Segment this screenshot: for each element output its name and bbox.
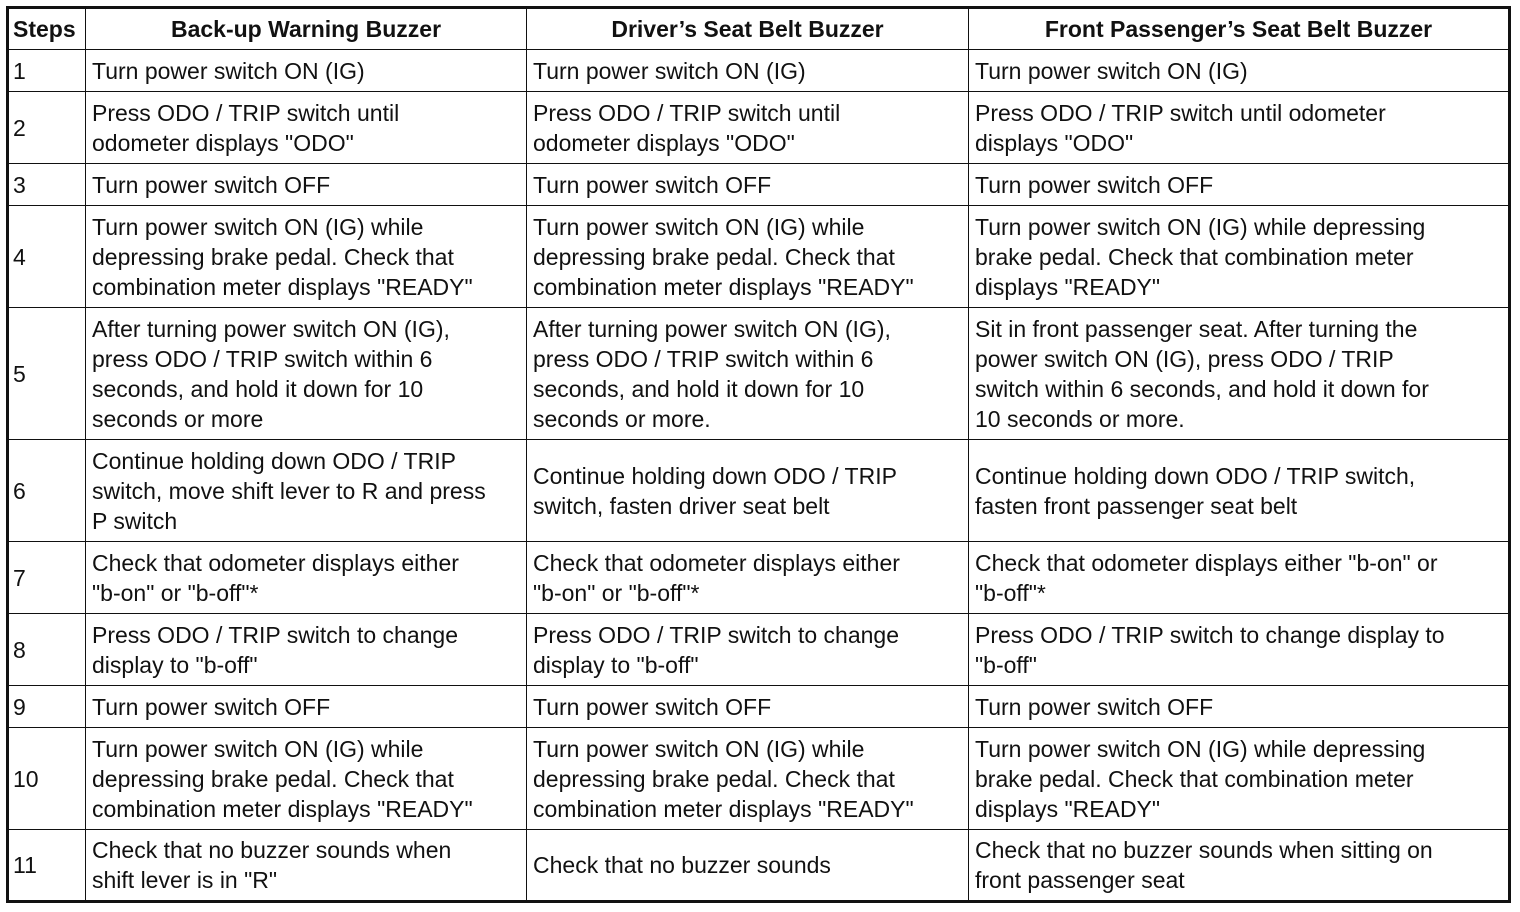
instruction-line: display to "b-off" [533,651,699,678]
passenger-instruction-cell [969,542,1510,614]
instruction-line: Press ODO / TRIP switch until [92,99,400,126]
step-number-cell: 9 [8,686,86,728]
header-front-passenger-seat-belt-buzzer: Front Passenger’s Seat Belt Buzzer [969,8,1510,50]
table-row [8,686,1510,728]
instruction-line: Turn power switch ON (IG) [92,57,365,84]
instruction-line: "b-on" or "b-off"* [533,579,700,606]
instruction-line: display to "b-off" [92,651,258,678]
table-row [8,50,1510,92]
instruction-line: press ODO / TRIP switch within 6 [533,345,874,372]
step-number-cell: 8 [8,614,86,686]
instruction-line: Press ODO / TRIP switch to change [533,621,900,648]
instruction-line: Turn power switch ON (IG) while depressing [975,735,1426,762]
instruction-line: After turning power switch ON (IG), [92,315,450,342]
table-row [8,206,1510,308]
instruction-line: Sit in front passenger seat. After turning the [975,315,1418,342]
instruction-line: brake pedal. Check that combination meter [975,243,1414,270]
step-number-cell: 7 [8,542,86,614]
instruction-line: seconds, and hold it down for 10 [92,375,424,402]
instruction-line: switch, move shift lever to R and press [92,477,486,504]
passenger-instruction-cell [969,164,1510,206]
instruction-line: Continue holding down ODO / TRIP [533,462,897,489]
passenger-instruction-cell [969,50,1510,92]
instruction-line: front passenger seat [975,867,1185,893]
step-number-cell: 11 [8,830,86,902]
step-number-cell: 5 [8,308,86,440]
instruction-line: depressing brake pedal. Check that [92,765,454,792]
driver-instruction-cell [527,728,969,830]
backup-instruction-cell [86,542,527,614]
instruction-line: Turn power switch ON (IG) while depressing [975,213,1426,240]
instruction-line: Turn power switch OFF [533,171,772,198]
instruction-line: "b-off"* [975,579,1046,606]
instruction-line: switch within 6 seconds, and hold it down for [975,375,1429,402]
instruction-line: combination meter displays "READY" [92,273,473,300]
instruction-line: Press ODO / TRIP switch until odometer [975,99,1386,126]
table-row [8,308,1510,440]
driver-instruction-cell [527,542,969,614]
instruction-line: depressing brake pedal. Check that [92,243,454,270]
instruction-line: Press ODO / TRIP switch until [533,99,841,126]
instruction-line: Check that odometer displays either "b-on" or [975,549,1438,576]
instruction-line: Turn power switch ON (IG) while [92,213,424,240]
instruction-line: press ODO / TRIP switch within 6 [92,345,433,372]
instruction-line: odometer displays "ODO" [533,129,795,156]
backup-instruction-cell [86,164,527,206]
instruction-line: Turn power switch ON (IG) [975,57,1248,84]
driver-instruction-cell [527,830,969,902]
instruction-line: Turn power switch OFF [533,693,772,720]
header-driver-seat-belt-buzzer: Driver’s Seat Belt Buzzer [527,8,969,50]
driver-instruction-cell [527,308,969,440]
instruction-line: displays "ODO" [975,129,1134,156]
driver-instruction-cell [527,50,969,92]
passenger-instruction-cell [969,440,1510,542]
instruction-line: "b-off" [975,651,1037,678]
driver-instruction-cell [527,206,969,308]
instruction-line: P switch [92,507,178,534]
passenger-instruction-cell [969,614,1510,686]
instruction-line: Turn power switch ON (IG) while [533,735,865,762]
instruction-line: 10 seconds or more. [975,405,1185,432]
instruction-line: Check that no buzzer sounds [533,852,831,878]
passenger-instruction-cell [969,686,1510,728]
step-number-cell: 4 [8,206,86,308]
instruction-line: depressing brake pedal. Check that [533,243,895,270]
instruction-line: switch, fasten driver seat belt [533,492,830,519]
backup-instruction-cell [86,50,527,92]
step-number-cell: 10 [8,728,86,830]
instruction-line: Continue holding down ODO / TRIP [92,447,456,474]
backup-instruction-cell [86,308,527,440]
table-row [8,164,1510,206]
step-number-cell: 3 [8,164,86,206]
instruction-line: Turn power switch OFF [975,171,1214,198]
driver-instruction-cell [527,92,969,164]
instruction-line: Turn power switch OFF [92,693,331,720]
instruction-line: seconds or more. [533,405,711,432]
driver-instruction-cell [527,440,969,542]
instruction-line: Turn power switch ON (IG) [533,57,806,84]
instruction-line: After turning power switch ON (IG), [533,315,891,342]
step-number-cell: 6 [8,440,86,542]
buzzer-steps-table [6,6,1511,903]
instruction-line: seconds, and hold it down for 10 [533,375,865,402]
driver-instruction-cell [527,614,969,686]
table-row [8,614,1510,686]
passenger-instruction-cell [969,92,1510,164]
table-row [8,830,1510,902]
passenger-instruction-cell [969,308,1510,440]
instruction-line: odometer displays "ODO" [92,129,354,156]
instruction-line: Turn power switch ON (IG) while [533,213,865,240]
table-row [8,542,1510,614]
backup-instruction-cell [86,440,527,542]
backup-instruction-cell [86,686,527,728]
instruction-line: Check that odometer displays either [92,549,459,576]
instruction-line: Turn power switch OFF [92,171,331,198]
table-header-row [8,8,1510,50]
instruction-line: Check that no buzzer sounds when sitting on [975,837,1433,863]
instruction-line: "b-on" or "b-off"* [92,579,259,606]
backup-instruction-cell [86,614,527,686]
header-steps: Steps [8,8,86,50]
instruction-line: combination meter displays "READY" [533,273,914,300]
instruction-line: Turn power switch OFF [975,693,1214,720]
instruction-line: displays "READY" [975,273,1161,300]
instruction-line: shift lever is in "R" [92,867,278,893]
passenger-instruction-cell [969,830,1510,902]
instruction-line: Press ODO / TRIP switch to change display to [975,621,1445,648]
instruction-line: Check that no buzzer sounds when [92,837,452,863]
instruction-line: brake pedal. Check that combination meter [975,765,1414,792]
backup-instruction-cell [86,92,527,164]
step-number-cell: 1 [8,50,86,92]
instruction-line: power switch ON (IG), press ODO / TRIP [975,345,1394,372]
step-number-cell: 2 [8,92,86,164]
instruction-line: combination meter displays "READY" [92,795,473,822]
table-body [8,50,1510,902]
instruction-line: depressing brake pedal. Check that [533,765,895,792]
driver-instruction-cell [527,686,969,728]
instruction-line: displays "READY" [975,795,1161,822]
backup-instruction-cell [86,206,527,308]
instruction-line: combination meter displays "READY" [533,795,914,822]
instruction-line: Continue holding down ODO / TRIP switch, [975,462,1416,489]
passenger-instruction-cell [969,728,1510,830]
table-row [8,92,1510,164]
instruction-line: Press ODO / TRIP switch to change [92,621,459,648]
backup-instruction-cell [86,728,527,830]
driver-instruction-cell [527,164,969,206]
instruction-line: Turn power switch ON (IG) while [92,735,424,762]
backup-instruction-cell [86,830,527,902]
instruction-line: seconds or more [92,405,264,432]
instruction-line: Check that odometer displays either [533,549,900,576]
table-row [8,728,1510,830]
header-backup-warning-buzzer: Back-up Warning Buzzer [86,8,527,50]
passenger-instruction-cell [969,206,1510,308]
table-row [8,440,1510,542]
instruction-line: fasten front passenger seat belt [975,492,1298,519]
